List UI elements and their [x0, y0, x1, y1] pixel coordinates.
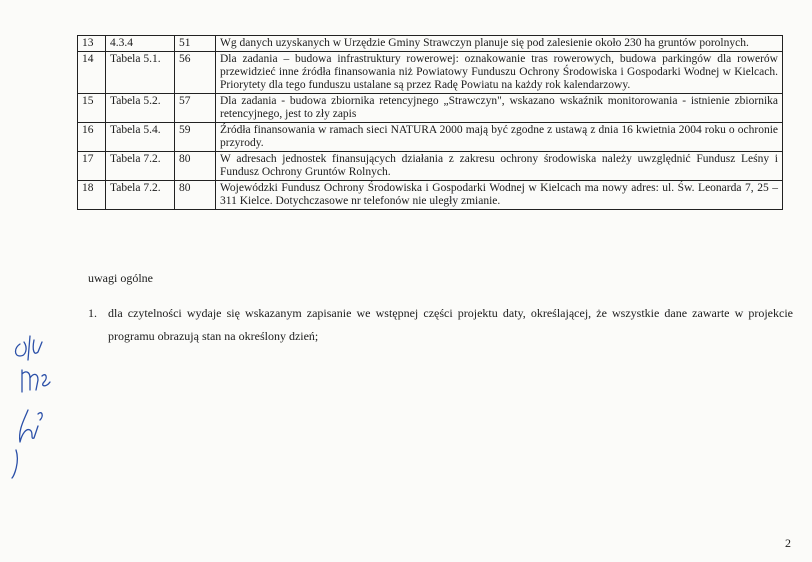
list-item	[88, 302, 793, 348]
table-row	[78, 181, 783, 210]
handwritten-signature	[8, 330, 56, 480]
table-row	[78, 52, 783, 94]
row-number: 16	[78, 123, 106, 152]
row-page: 56	[175, 52, 216, 94]
table-row	[78, 152, 783, 181]
row-remark: Wojewódzki Fundusz Ochrony Środowiska i Gospodarki Wodnej w Kielcach ma nowy adres: ul. Św. Leonarda 7, 25 – 311 Kielce. Dotychczasowe nr telefonów nie uległy zmianie.	[216, 181, 783, 210]
row-reference: Tabela 7.2.	[106, 181, 175, 210]
table-row	[78, 123, 783, 152]
row-number: 14	[78, 52, 106, 94]
row-remark: Wg danych uzyskanych w Urzędzie Gminy Strawczyn planuje się pod zalesienie około 230 ha gruntów porolnych.	[216, 36, 783, 52]
remarks-table-body	[78, 36, 783, 210]
row-page: 80	[175, 181, 216, 210]
table-row	[78, 94, 783, 123]
remarks-table	[77, 35, 783, 210]
row-reference: 4.3.4	[106, 36, 175, 52]
row-number: 17	[78, 152, 106, 181]
page-number: 2	[785, 536, 791, 550]
general-remarks-list	[88, 302, 793, 348]
list-item-number: 1.	[88, 306, 97, 320]
row-number: 15	[78, 94, 106, 123]
list-item-text: dla czytelności wydaje się wskazanym zapisanie we wstępnej części projektu daty, określającej, że wszystkie dane zawarte w projekcie programu obrazują stan na określony dzień;	[108, 306, 793, 343]
row-reference: Tabela 5.2.	[106, 94, 175, 123]
row-page: 80	[175, 152, 216, 181]
row-remark: Dla zadania - budowa zbiornika retencyjnego „Strawczyn", wskazano wskaźnik monitorowania - istnienie zbiornika retencyjnego, jest to zły zapis	[216, 94, 783, 123]
row-reference: Tabela 7.2.	[106, 152, 175, 181]
row-page: 51	[175, 36, 216, 52]
row-number: 18	[78, 181, 106, 210]
table-row	[78, 36, 783, 52]
row-page: 59	[175, 123, 216, 152]
row-number: 13	[78, 36, 106, 52]
row-reference: Tabela 5.1.	[106, 52, 175, 94]
row-remark: Dla zadania – budowa infrastruktury rowerowej: oznakowanie tras rowerowych, budowa parkingów dla rowerów przewidzieć inne źródła finansowania niż Powiatowy Funduszu Ochrony Środowiska i Gospodarki Wodnej w Kielcach. Priorytety dla tego funduszu ustalane są przez Radę Powiatu na każdy rok kalendarzowy.	[216, 52, 783, 94]
row-remark: Źródła finansowania w ramach sieci NATURA 2000 mają być zgodne z ustawą z dnia 16 kwietnia 2004 roku o ochronie przyrody.	[216, 123, 783, 152]
row-remark: W adresach jednostek finansujących działania z zakresu ochrony środowiska należy uwzględnić Fundusz Leśny i Fundusz Ochrony Gruntów Rolnych.	[216, 152, 783, 181]
row-reference: Tabela 5.4.	[106, 123, 175, 152]
general-remarks-heading: uwagi ogólne	[88, 271, 153, 285]
row-page: 57	[175, 94, 216, 123]
